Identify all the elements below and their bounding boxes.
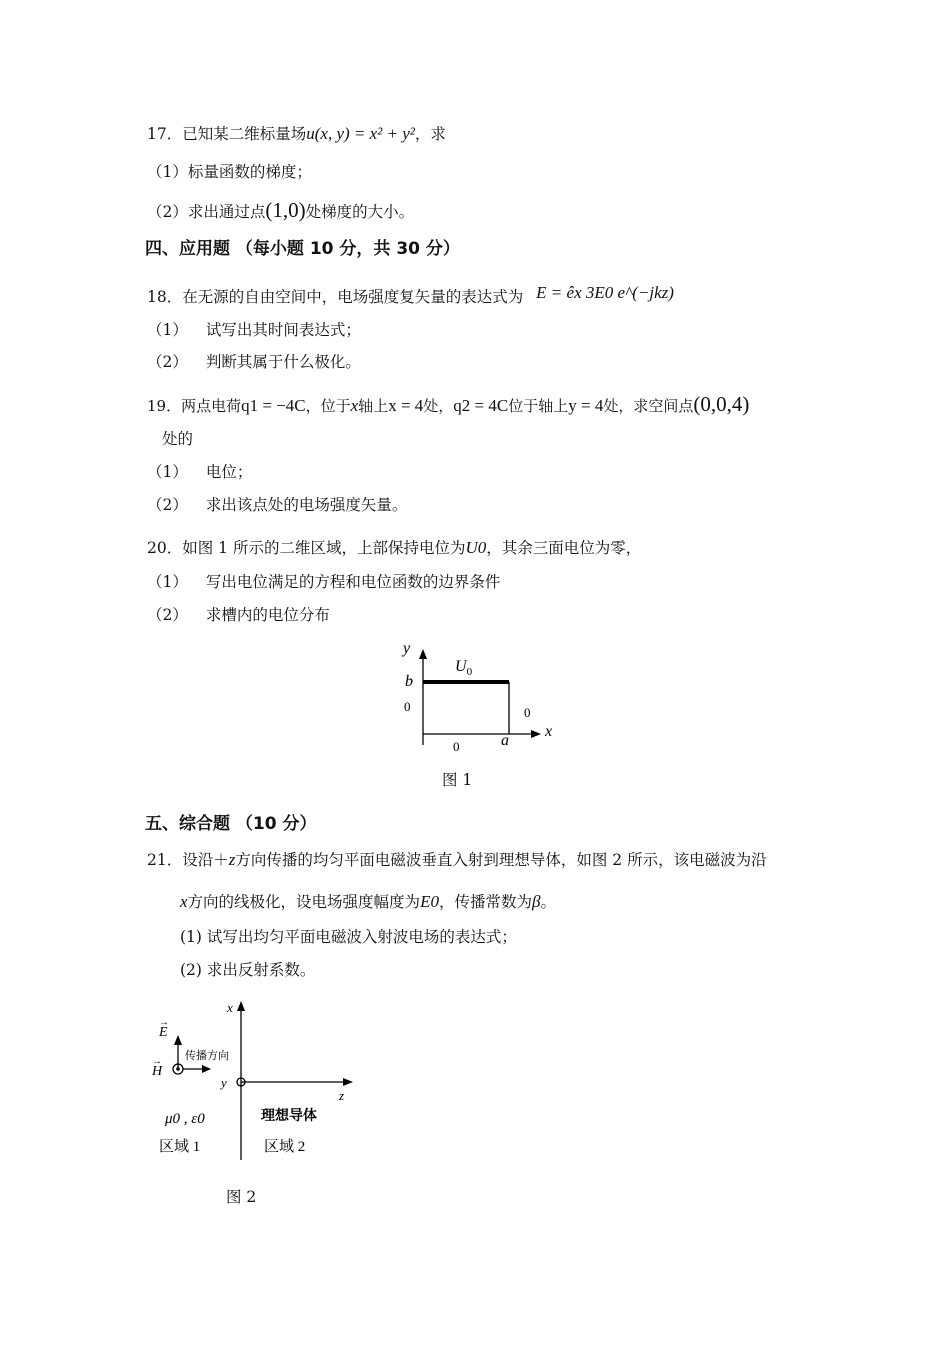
q20-text-a: 20．如图 1 所示的二维区域，上部保持电位为	[147, 539, 466, 557]
q19-t2: ，位于	[305, 397, 351, 415]
fig1-x-label: x	[545, 723, 553, 740]
section4-title: 四、应用题 （每小题 10 分，共 30 分）	[145, 239, 460, 259]
q21-t4: ，传播常数为	[438, 893, 532, 911]
q21-line	[147, 850, 767, 870]
q20-sub2-text: 求槽内的电位分布	[205, 606, 330, 624]
q21-beta: β	[531, 892, 541, 911]
q20-sub1-num: （1）	[147, 573, 188, 591]
fig2-caption: 图 2	[226, 1188, 257, 1206]
q21-line2	[180, 892, 556, 912]
q17-line	[147, 124, 446, 144]
fig2-h-label: H	[152, 1064, 163, 1079]
q19-yeq: y = 4	[568, 396, 604, 415]
q20-u0: U0	[465, 538, 487, 557]
q18-line	[147, 283, 674, 307]
fig1-left-zero: 0	[404, 699, 411, 714]
q21-z: z	[228, 850, 236, 869]
q19-point: (0,0,4)	[693, 392, 750, 416]
fig1-x-arrow	[531, 730, 541, 738]
q21-t3: 方向的线极化，设电场强度幅度为	[187, 893, 421, 911]
q18-sub2-num: （2）	[147, 353, 188, 371]
fig1-u0-label	[455, 658, 473, 678]
q19-sub1-text: 电位；	[205, 463, 253, 481]
q17-sub2-a: （2）求出通过点	[147, 203, 266, 221]
fig2-prop-arrow	[202, 1065, 211, 1073]
q17-number: 17．	[147, 125, 183, 143]
fig2-region2: 区域 2	[264, 1139, 306, 1155]
q20-sub2	[147, 605, 330, 625]
q20-sub2-num: （2）	[147, 606, 188, 624]
q19-t6: 处，求空间点	[603, 397, 694, 415]
q18-sub1-num: （1）	[147, 321, 188, 339]
q19-t3: 轴上	[358, 397, 389, 415]
fig2-e-overarrow: →	[159, 1017, 169, 1028]
q21-e0: E0	[420, 892, 439, 911]
section5-title: 五、综合题 （10 分）	[145, 814, 317, 834]
q17-sub2-b: 处梯度的大小。	[305, 203, 415, 221]
q21-sub2: (2) 求出反射系数。	[180, 961, 316, 979]
q19-line2: 处的	[162, 430, 194, 448]
q21-t2: 方向传播的均匀平面电磁波垂直入射到理想导体，如图 2 所示，该电磁波为沿	[235, 851, 767, 869]
fig2-prop-label: 传播方向	[185, 1050, 229, 1062]
q18-sub1-text: 试写出其时间表达式；	[205, 321, 361, 339]
fig1-u0-main: U	[455, 658, 467, 675]
q17-point: (1,0)	[265, 198, 306, 222]
q20-sub1	[147, 572, 500, 592]
fig1-y-arrow	[419, 649, 427, 659]
q18-sub1	[147, 320, 361, 340]
figure-2	[145, 995, 375, 1165]
q21-t5: 。	[540, 893, 556, 911]
q19-sub2-num: （2）	[147, 496, 188, 514]
q19-t1: 19．两点电荷	[147, 397, 242, 415]
fig1-bottom-zero: 0	[453, 739, 460, 754]
fig2-h-dot	[176, 1067, 180, 1071]
q19-q2: q2 = 4C	[453, 396, 509, 415]
fig1-a-label: a	[501, 732, 509, 749]
fig2-e-arrow	[174, 1035, 182, 1045]
fig1-right-zero: 0	[524, 705, 531, 720]
q19-sub2	[147, 495, 407, 515]
q17-sub1: （1）标量函数的梯度；	[147, 163, 312, 181]
q19-x: x	[350, 396, 359, 415]
q21-t1: 21．设沿＋	[147, 851, 229, 869]
q19-line	[147, 394, 749, 416]
q19-t5: 位于轴上	[508, 397, 569, 415]
fig2-z-label: z	[339, 1088, 345, 1103]
q18-formula: E = êx 3E0 e^(−jkz)	[536, 283, 674, 302]
q17-formula: u(x, y) = x² + y²	[306, 124, 415, 143]
q20-line	[147, 538, 641, 558]
q19-q1: q1 = −4C	[241, 396, 306, 415]
fig1-b-label: b	[405, 673, 413, 690]
fig2-mu-eps: μ0 , ε0	[165, 1111, 205, 1127]
q21-x: x	[180, 892, 188, 911]
q20-sub1-text: 写出电位满足的方程和电位函数的边界条件	[205, 573, 501, 591]
q18-sub2-text: 判断其属于什么极化。	[205, 353, 361, 371]
q19-t4: 处，	[423, 397, 454, 415]
fig2-h-overarrow: →	[152, 1056, 162, 1067]
fig1-caption: 图 1	[442, 771, 473, 789]
fig1-y-label: y	[403, 640, 411, 657]
fig1-u0-sub: 0	[466, 666, 473, 678]
q17-text-a: 已知某二维标量场	[182, 125, 307, 143]
q19-sub2-text: 求出该点处的电场强度矢量。	[205, 496, 408, 514]
q18-text: 18．在无源的自由空间中，电场强度复矢量的表达式为	[147, 288, 524, 306]
q20-text-b: ，其余三面电位为零，	[486, 539, 642, 557]
fig2-x-label: x	[227, 1000, 233, 1015]
q21-sub1: (1) 试写出均匀平面电磁波入射波电场的表达式；	[180, 928, 517, 946]
fig2-y-label: y	[221, 1075, 227, 1090]
figure-1	[395, 635, 565, 755]
q19-sub1-num: （1）	[147, 463, 188, 481]
q19-xeq: x = 4	[388, 396, 424, 415]
fig2-z-arrow	[343, 1078, 353, 1086]
fig2-conductor: 理想导体	[261, 1109, 317, 1124]
q17-sub2	[147, 200, 414, 222]
fig2-x-arrow	[237, 1001, 245, 1011]
fig2-region1: 区域 1	[159, 1139, 201, 1155]
q17-text-b: ，求	[414, 125, 446, 143]
fig2-e-label: E	[159, 1025, 168, 1040]
q18-sub2	[147, 352, 361, 372]
q19-sub1	[147, 462, 252, 482]
